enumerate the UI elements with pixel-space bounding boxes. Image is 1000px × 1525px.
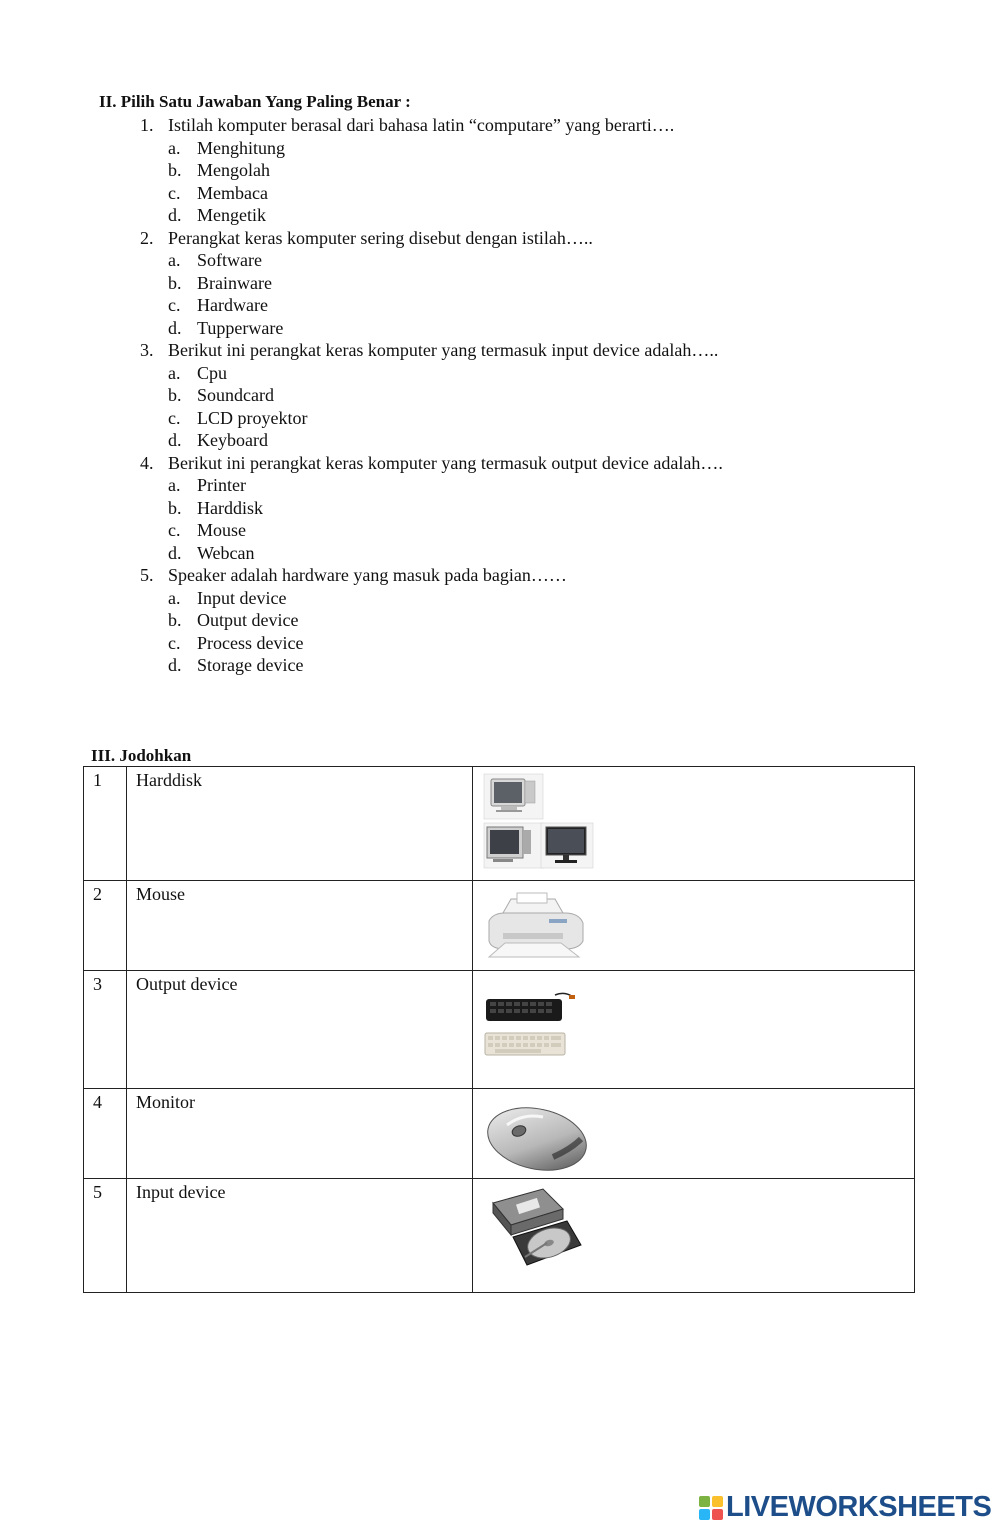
lcd-monitor-icon <box>541 823 593 868</box>
term-cell[interactable] <box>127 881 473 971</box>
image-cell[interactable] <box>473 767 915 881</box>
table-row <box>84 767 915 881</box>
option-text: Storage device <box>197 655 304 675</box>
row-number: 5 <box>93 1182 102 1202</box>
option-text: Mengetik <box>197 205 266 225</box>
image-cell[interactable] <box>473 1179 915 1293</box>
keyboard-images <box>483 989 579 1069</box>
term-cell[interactable] <box>127 1179 473 1293</box>
row-number-cell <box>84 971 127 1089</box>
question-number: 3. <box>140 340 154 360</box>
printer-image <box>483 891 589 965</box>
term-text: Input device <box>136 1182 226 1202</box>
question-text: Istilah komputer berasal dari bahasa latin “computare” yang berarti…. <box>168 115 675 135</box>
option-letter: b. <box>168 497 182 518</box>
crt-monitor-icon <box>484 823 544 868</box>
row-number: 2 <box>93 884 102 904</box>
option-letter: a. <box>168 587 181 608</box>
table-row <box>84 1179 915 1293</box>
option-letter: b. <box>168 385 182 405</box>
term-text: Output device <box>136 974 238 994</box>
image-cell[interactable] <box>473 1089 915 1179</box>
option-letter: c. <box>168 632 181 653</box>
option-letter: b. <box>168 610 182 630</box>
row-number: 3 <box>93 974 102 994</box>
option-letter: b. <box>168 160 182 180</box>
harddisk-image <box>483 1187 583 1271</box>
option-text: Mouse <box>197 520 246 540</box>
option-text: Input device <box>197 587 287 608</box>
row-number-cell <box>84 1179 127 1293</box>
option-letter: a. <box>168 362 181 383</box>
question-number: 4. <box>140 452 154 473</box>
option-letter: c. <box>168 295 181 315</box>
option-text: Printer <box>197 475 246 495</box>
row-number: 1 <box>93 770 102 790</box>
image-cell[interactable] <box>473 881 915 971</box>
option-text: Software <box>197 250 262 270</box>
monitor-images <box>483 773 595 869</box>
option-text: Process device <box>197 632 304 653</box>
harddisk-icon <box>493 1189 581 1265</box>
brand-logo <box>698 1491 991 1524</box>
matching-table <box>83 766 915 1293</box>
printer-icon <box>489 893 583 957</box>
row-number-cell <box>84 881 127 971</box>
option-letter: d. <box>168 542 182 563</box>
question-text: Berikut ini perangkat keras komputer yang termasuk input device adalah….. <box>168 340 719 360</box>
option-letter: d. <box>168 655 182 675</box>
image-cell[interactable] <box>473 971 915 1089</box>
liveworksheets-logo-icon <box>698 1495 724 1521</box>
question-number: 5. <box>140 565 154 585</box>
option-letter: c. <box>168 407 181 428</box>
option-text: Hardware <box>197 295 268 315</box>
question-number: 1. <box>140 115 154 135</box>
option-text: Cpu <box>197 362 228 383</box>
option-text: Soundcard <box>197 385 274 405</box>
table-row <box>84 881 915 971</box>
term-text: Mouse <box>136 884 185 904</box>
option-letter: a. <box>168 475 181 495</box>
section-3-heading: III. Jodohkan <box>91 746 192 765</box>
option-text: LCD proyektor <box>197 407 308 428</box>
row-number-cell <box>84 1089 127 1179</box>
term-text: Harddisk <box>136 770 202 790</box>
option-letter: a. <box>168 250 181 270</box>
question-text: Perangkat keras komputer sering disebut dengan istilah….. <box>168 227 593 248</box>
option-text: Keyboard <box>197 430 268 450</box>
option-letter: c. <box>168 182 181 203</box>
term-cell[interactable] <box>127 1089 473 1179</box>
option-text: Tupperware <box>197 317 284 338</box>
usb-keyboard-icon <box>486 993 575 1021</box>
term-text: Monitor <box>136 1092 196 1112</box>
row-number: 4 <box>93 1092 102 1112</box>
crt-monitor-icon <box>484 774 543 819</box>
option-text: Output device <box>197 610 299 630</box>
ps2-keyboard-icon <box>485 1033 565 1055</box>
option-text: Webcan <box>197 542 255 563</box>
mouse-icon <box>483 1099 591 1175</box>
term-cell[interactable] <box>127 971 473 1089</box>
option-letter: c. <box>168 520 181 540</box>
row-number-cell <box>84 767 127 881</box>
option-text: Brainware <box>197 272 272 293</box>
option-letter: b. <box>168 272 182 293</box>
option-text: Menghitung <box>197 137 285 158</box>
table-row <box>84 971 915 1089</box>
section-2-heading: II. Pilih Satu Jawaban Yang Paling Benar : <box>99 92 411 111</box>
table-row <box>84 1089 915 1179</box>
option-text: Membaca <box>197 182 268 203</box>
mouse-image <box>483 1099 591 1175</box>
option-letter: a. <box>168 137 181 158</box>
question-text: Speaker adalah hardware yang masuk pada bagian…… <box>168 565 567 585</box>
brand-name: LIVEWORKSHEETS <box>726 1491 992 1523</box>
option-letter: d. <box>168 430 182 450</box>
term-cell[interactable] <box>127 767 473 881</box>
question-text: Berikut ini perangkat keras komputer yang termasuk output device adalah…. <box>168 452 723 473</box>
question-number: 2. <box>140 227 154 248</box>
option-letter: d. <box>168 317 182 338</box>
option-letter: d. <box>168 205 182 225</box>
option-text: Mengolah <box>197 160 270 180</box>
option-text: Harddisk <box>197 497 263 518</box>
